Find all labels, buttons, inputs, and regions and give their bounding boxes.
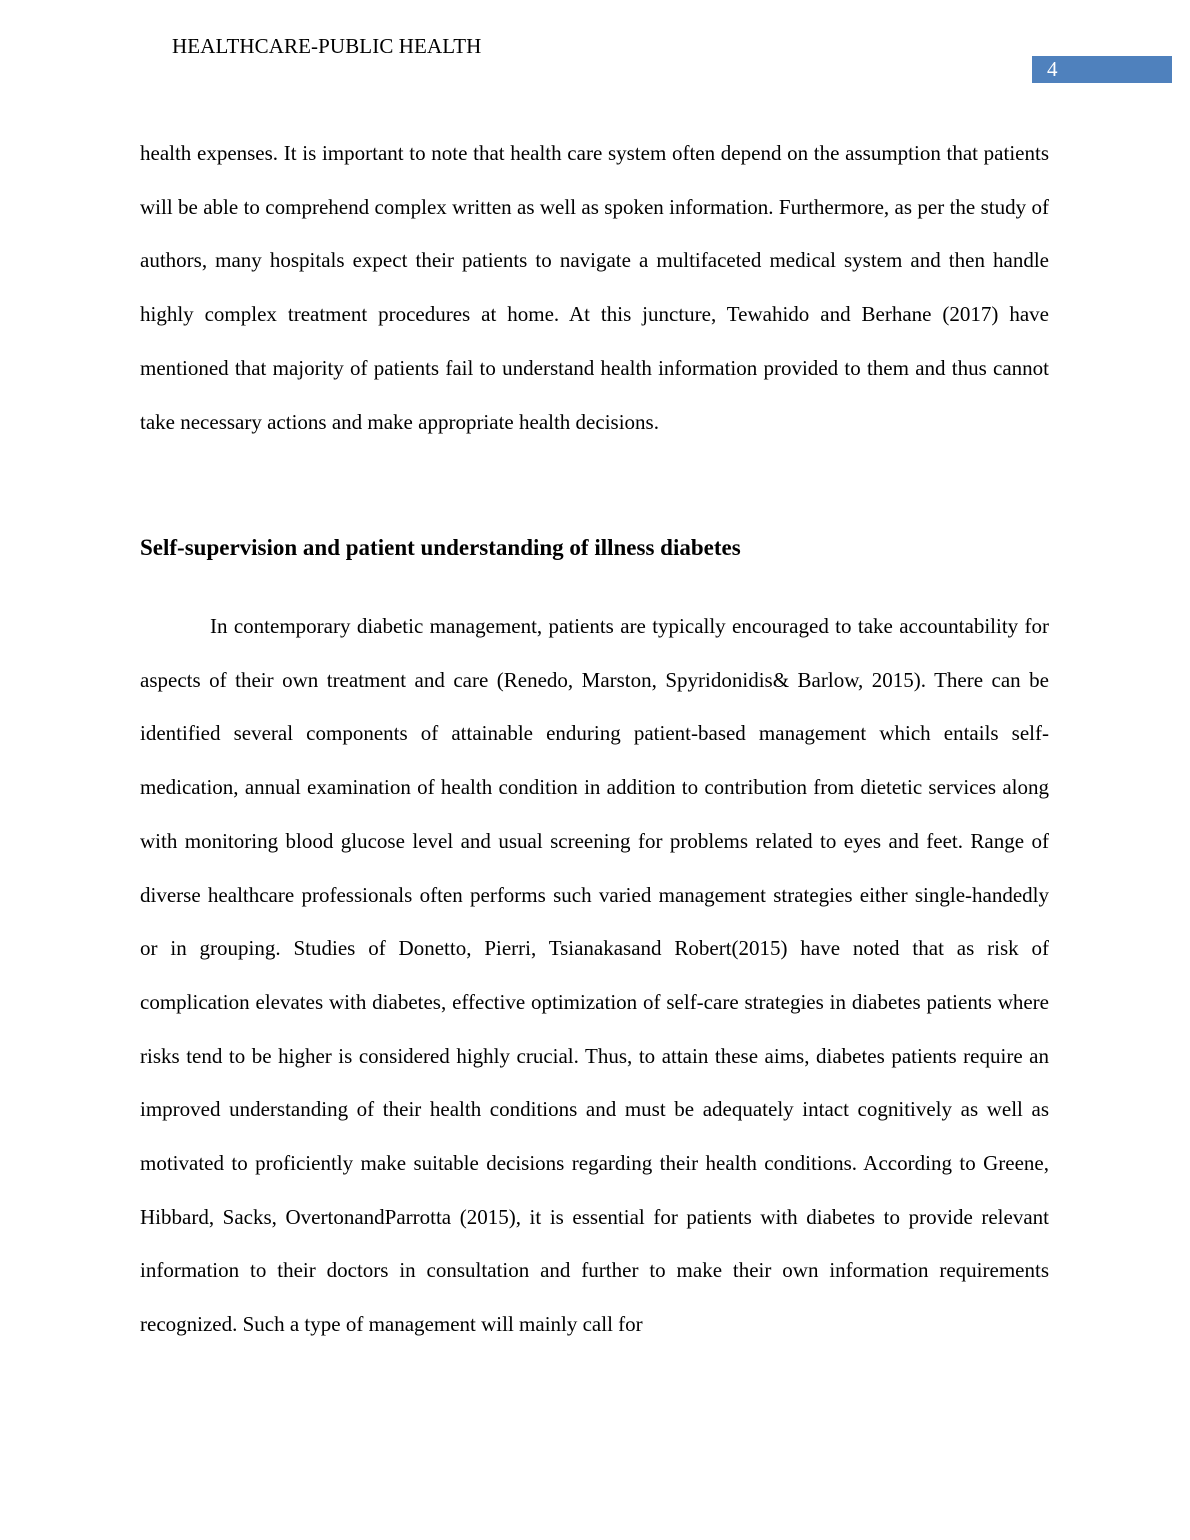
- running-head: HEALTHCARE-PUBLIC HEALTH: [172, 34, 482, 58]
- page-number: 4: [1047, 57, 1058, 81]
- page-number-box: [1032, 56, 1172, 83]
- body-paragraph-1: health expenses. It is important to note that health care system often depend on the assumption that patients will be able to comprehend complex written as well as spoken information. Furthermore, as per the study of authors, many hospitals expect their patients to navigate a multifaceted medical system and then handle highly complex treatment procedures at home. At this juncture, Tewahido and Berhane (2017) have mentioned that majority of patients fail to understand health information provided to them and thus cannot take necessary actions and make appropriate health decisions.: [140, 141, 1049, 434]
- section-heading: Self-supervision and patient understanding of illness diabetes: [140, 535, 741, 560]
- body-paragraph-2: In contemporary diabetic management, patients are typically encouraged to take accountability for aspects of their own treatment and care (Renedo, Marston, Spyridonidis& Barlow, 2015). There can be identified several components of attainable enduring patient-based management which entails self-medication, annual examination of health condition in addition to contribution from dietetic services along with monitoring blood glucose level and usual screening for problems related to eyes and feet. Range of diverse healthcare professionals often performs such varied management strategies either single-handedly or in grouping. Studies of Donetto, Pierri, Tsianakasand Robert(2015) have noted that as risk of complication elevates with diabetes, effective optimization of self-care strategies in diabetes patients where risks tend to be higher is considered highly crucial. Thus, to attain these aims, diabetes patients require an improved understanding of their health conditions and must be adequately intact cognitively as well as motivated to proficiently make suitable decisions regarding their health conditions. According to Greene, Hibbard, Sacks, OvertonandParrotta (2015), it is essential for patients with diabetes to provide relevant information to their doctors in consultation and further to make their own information requirements recognized. Such a type of management will mainly call for: [140, 614, 1049, 1337]
